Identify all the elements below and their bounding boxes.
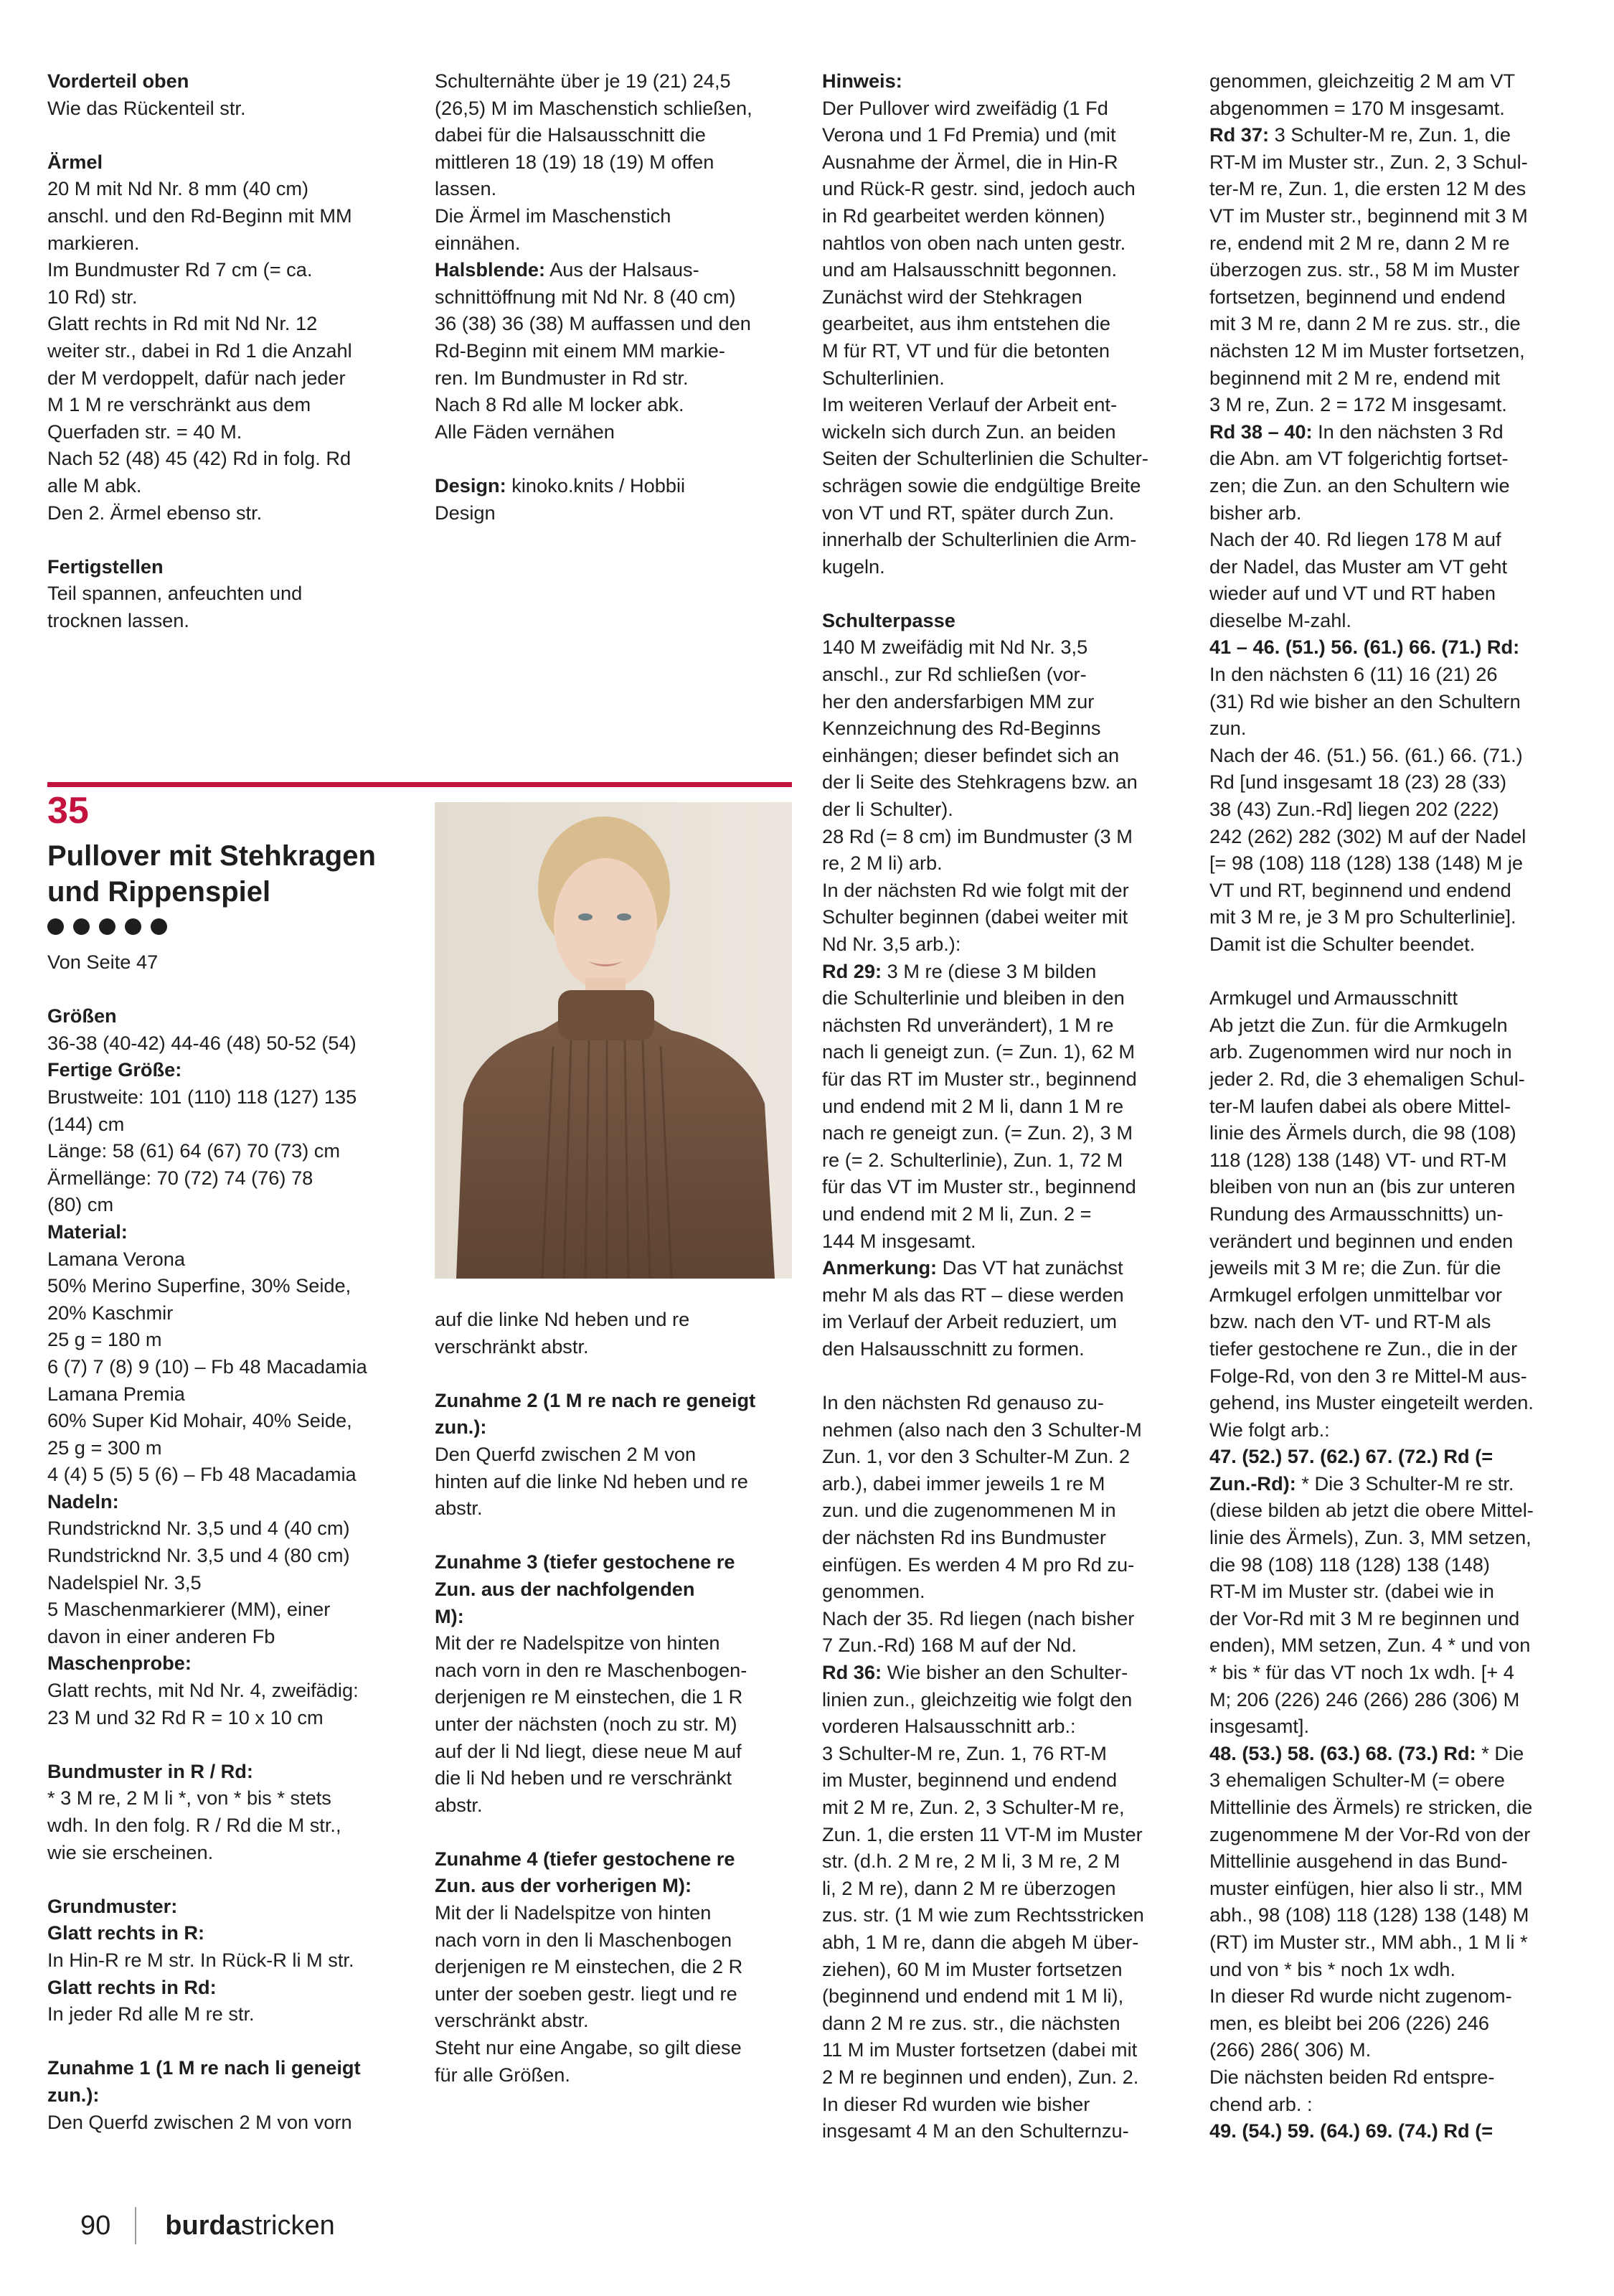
col4-line: men, es bleibt bei 206 (226) 246 — [1209, 2011, 1489, 2034]
col3-line: der nächsten Rd ins Bundmuster — [822, 1526, 1106, 1549]
col4-line: jeder 2. Rd, die 3 ehemaligen Schul- — [1209, 1067, 1525, 1090]
col1-lower-line: wie sie erscheinen. — [47, 1840, 214, 1863]
col4-line: zen; die Zun. an den Schultern wie — [1209, 474, 1510, 497]
col1-lower-line: Länge: 58 (61) 64 (67) 70 (73) cm — [47, 1139, 341, 1162]
col2-line: 36 (38) 36 (38) M auffassen und den — [435, 312, 751, 335]
col3-line: den Halsausschnitt zu formen. — [822, 1337, 1085, 1360]
section-divider — [47, 782, 792, 787]
difficulty-dot-icon — [151, 918, 167, 935]
col4-line: chend arb. : — [1209, 2092, 1313, 2115]
col4-line: Rd 37: 3 Schulter-M re, Zun. 1, die — [1209, 123, 1511, 146]
col2-line: Nach 8 Rd alle M locker abk. — [435, 393, 684, 416]
col2-lower-line — [435, 1360, 782, 1387]
col4-line: mit 3 M re, je 3 M pro Schulterlinie]. — [1209, 905, 1516, 928]
col2-lower-line: M): — [435, 1604, 464, 1627]
col3-line: mehr M als das RT – diese werden — [822, 1283, 1124, 1306]
col3-line: im Muster, beginnend und endend — [822, 1769, 1118, 1792]
col1-lower-line: Rundstricknd Nr. 3,5 und 4 (80 cm) — [47, 1544, 350, 1567]
inline-heading: Zun.-Rd): — [1209, 1472, 1296, 1495]
col3-line — [822, 580, 1169, 607]
col4-line: M; 206 (226) 246 (266) 286 (306) M — [1209, 1688, 1520, 1711]
col4-line: [= 98 (108) 118 (128) 138 (148) M je — [1209, 852, 1524, 875]
col1-line: anschl. und den Rd-Beginn mit MM — [47, 204, 352, 227]
col2-line: Design — [435, 501, 496, 524]
col4-line: VT und RT, beginnend und endend — [1209, 878, 1511, 901]
col3-line: genommen. — [822, 1580, 925, 1603]
col1-lower-line: Bundmuster in R / Rd: — [47, 1759, 253, 1782]
col4-line: enden), MM setzen, Zun. 4 * und von — [1209, 1634, 1531, 1657]
col3-line: für das VT im Muster str., beginnend — [822, 1175, 1136, 1198]
col4-line: Zun.-Rd): * Die 3 Schulter-M re str. — [1209, 1472, 1514, 1495]
col4-line: zun. — [1209, 717, 1247, 740]
col2-lower-line: verschränkt abstr. — [435, 1335, 589, 1358]
col1-lower-line — [47, 976, 395, 1003]
col4-line: muster einfügen, hier also li str., MM — [1209, 1876, 1523, 1899]
col3-line: Der Pullover wird zweifädig (1 Fd — [822, 96, 1108, 119]
col4-line: die Abn. am VT folgerichtig fortset- — [1209, 447, 1509, 470]
col3-line: ziehen), 60 M im Muster fortsetzen — [822, 1957, 1123, 1980]
col1-line: Fertigstellen — [47, 555, 164, 578]
col1-lower-line: In jeder Rd alle M re str. — [47, 2003, 255, 2026]
inline-heading: Halsblende: — [435, 258, 546, 281]
col3-line: Verona und 1 Fd Premia) und (mit — [822, 123, 1116, 146]
col2-line: Die Ärmel im Maschenstich — [435, 204, 671, 227]
difficulty-dot-icon — [47, 918, 64, 935]
col1-lower-line: * 3 M re, 2 M li *, von * bis * stets — [47, 1787, 331, 1810]
col3-line: dann 2 M re zus. str., die nächsten — [822, 2011, 1120, 2034]
col4-line: RT-M im Muster str., Zun. 2, 3 Schul- — [1209, 150, 1528, 173]
col1-line: alle M abk. — [47, 474, 142, 497]
col2-lower-line: auf der li Nd liegt, diese neue M auf — [435, 1739, 742, 1762]
inline-heading: Rd 36: — [822, 1661, 882, 1684]
col3-line: Schulterpasse — [822, 608, 955, 631]
col1-lower-line: Grundmuster: — [47, 1894, 178, 1917]
col1-lower-line: 6 (7) 7 (8) 9 (10) – Fb 48 Macadamia — [47, 1355, 367, 1378]
col2-lower-line: nach vorn in den li Maschenbogen — [435, 1928, 732, 1951]
col3-line: In den nächsten Rd genauso zu- — [822, 1391, 1104, 1414]
col3-line: gearbeitet, aus ihm entstehen die — [822, 312, 1111, 335]
col4-line: (diese bilden ab jetzt die obere Mittel- — [1209, 1499, 1534, 1522]
col4-line: Ab jetzt die Zun. für die Armkugeln — [1209, 1013, 1508, 1036]
difficulty-dot-icon — [99, 918, 115, 935]
col2-lower-line: abstr. — [435, 1793, 483, 1816]
col3-line: 7 Zun.-Rd) 168 M auf der Nd. — [822, 1634, 1077, 1657]
col4-line: überzogen zus. str., 58 M im Muster — [1209, 258, 1520, 281]
col1-line: Glatt rechts in Rd mit Nd Nr. 12 — [47, 312, 318, 335]
col1-lower-line — [47, 1866, 395, 1893]
col4-line: ter-M laufen dabei als obere Mittel- — [1209, 1094, 1511, 1117]
col3-line: für das RT im Muster str., beginnend — [822, 1067, 1137, 1090]
col2-lower-line: verschränkt abstr. — [435, 2009, 589, 2032]
inline-heading: Design: — [435, 474, 506, 497]
col4-line: linie des Ärmels durch, die 98 (108) — [1209, 1121, 1516, 1144]
col3-line: In dieser Rd wurden wie bisher — [822, 2092, 1090, 2115]
pattern-title — [47, 838, 406, 910]
col2-lower-line: Zunahme 2 (1 M re nach re geneigt — [435, 1388, 756, 1411]
col3-line: Im weiteren Verlauf der Arbeit ent- — [822, 393, 1118, 416]
col3-line: zun. und die zugenommenen M in — [822, 1499, 1116, 1522]
col2-lower-line: abstr. — [435, 1497, 483, 1520]
col3-line: einfügen. Es werden 4 M pro Rd zu- — [822, 1553, 1135, 1576]
col1-line: Im Bundmuster Rd 7 cm (= ca. — [47, 258, 313, 281]
col1-lower-line: 36-38 (40-42) 44-46 (48) 50-52 (54) — [47, 1031, 357, 1054]
col3-line: Rd 36: Wie bisher an den Schulter- — [822, 1661, 1128, 1684]
col1-lower-line: Material: — [47, 1220, 128, 1243]
brand-bold: burda — [165, 2210, 241, 2241]
col1-line: markieren. — [47, 231, 140, 254]
col3-line: Schulterlinien. — [822, 366, 945, 389]
col3-line: Hinweis: — [822, 70, 902, 92]
col4-line: Nach der 40. Rd liegen 178 M auf — [1209, 528, 1501, 551]
col3-line: In der nächsten Rd wie folgt mit der — [822, 878, 1129, 901]
inline-heading: Rd 37: — [1209, 123, 1270, 146]
col3-line: wickeln sich durch Zun. an beiden — [822, 420, 1116, 443]
col1-line: M 1 M re verschränkt aus dem — [47, 393, 311, 416]
col4-line: linie des Ärmels), Zun. 3, MM setzen, — [1209, 1526, 1532, 1549]
col4-line: 38 (43) Zun.-Rd] liegen 202 (222) — [1209, 798, 1499, 821]
col4-line: (31) Rd wie bisher an den Schultern — [1209, 690, 1521, 712]
col1-lower-line: Von Seite 47 — [47, 951, 159, 973]
col3-line: Nach der 35. Rd liegen (nach bisher — [822, 1606, 1135, 1629]
col3-line: und Rück-R gestr. sind, jedoch auch — [822, 177, 1136, 200]
col1-lower-line: Glatt rechts in Rd: — [47, 1975, 217, 1998]
col3-line: Zun. 1, die ersten 11 VT-M im Muster — [822, 1822, 1143, 1845]
col1-line — [47, 526, 395, 553]
col1-lower-line: 25 g = 300 m — [47, 1436, 162, 1459]
col4-line: abh., 98 (108) 118 (128) 138 (148) M — [1209, 1904, 1529, 1926]
col1-line: 20 M mit Nd Nr. 8 mm (40 cm) — [47, 177, 309, 200]
col3-line: vorderen Halsausschnitt arb.: — [822, 1715, 1076, 1738]
col1-line — [47, 121, 395, 149]
col2-line: Alle Fäden vernähen — [435, 420, 615, 443]
col3-line: M für RT, VT und für die betonten — [822, 339, 1110, 362]
inline-heading: 48. (53.) 58. (63.) 68. (73.) Rd: — [1209, 1741, 1476, 1764]
col3-line: li, 2 M re), dann 2 M re überzogen — [822, 1876, 1116, 1899]
col2-line: einnähen. — [435, 231, 521, 254]
col1-line: Vorderteil oben — [47, 70, 189, 92]
col2-lower-line: derjenigen re M einstechen, die 1 R — [435, 1685, 743, 1708]
col4-line: Nach der 46. (51.) 56. (61.) 66. (71.) — [1209, 743, 1523, 766]
col3-line: her den andersfarbigen MM zur — [822, 690, 1095, 712]
col2-lower-line: Zunahme 3 (tiefer gestochene re — [435, 1551, 735, 1573]
col4-line: wieder auf und VT und RT haben — [1209, 582, 1496, 605]
col4-line: VT im Muster str., beginnend mit 3 M — [1209, 204, 1528, 227]
column-1-lower — [47, 949, 395, 2135]
col2-line: ren. Im Bundmuster in Rd str. — [435, 366, 689, 389]
col4-line: mit 3 M re, dann 2 M re zus. str., die — [1209, 312, 1521, 335]
col1-lower-line — [47, 1731, 395, 1758]
col1-lower-line: wdh. In den folg. R / Rd die M str., — [47, 1814, 341, 1836]
column-2-top — [435, 67, 782, 526]
col1-lower-line: Lamana Premia — [47, 1382, 185, 1405]
col1-lower-line: Glatt rechts, mit Nd Nr. 4, zweifädig: — [47, 1679, 359, 1702]
col4-line: ter-M re, Zun. 1, die ersten 12 M des — [1209, 177, 1526, 200]
col1-line: Querfaden str. = 40 M. — [47, 420, 242, 443]
pattern-title-line-2: und Rippenspiel — [47, 876, 271, 908]
col1-lower-line: Nadelspiel Nr. 3,5 — [47, 1571, 202, 1594]
col4-line: RT-M im Muster str. (dabei wie in — [1209, 1580, 1494, 1603]
col1-lower-line: Größen — [47, 1004, 117, 1027]
col3-line: Anmerkung: Das VT hat zunächst — [822, 1256, 1123, 1279]
col4-line: abgenommen = 170 M insgesamt. — [1209, 96, 1505, 119]
col4-line: Wie folgt arb.: — [1209, 1418, 1330, 1441]
col3-line: Nd Nr. 3,5 arb.): — [822, 933, 961, 955]
col1-lower-line: 20% Kaschmir — [47, 1301, 174, 1324]
col2-lower-line — [435, 1522, 782, 1549]
col4-line: 49. (54.) 59. (64.) 69. (74.) Rd (= — [1209, 2119, 1493, 2142]
col1-line: Wie das Rückenteil str. — [47, 96, 246, 119]
pattern-title-line-1: Pullover mit Stehkragen — [47, 840, 376, 872]
col3-line: arb.), dabei immer jeweils 1 re M — [822, 1472, 1105, 1495]
difficulty-rating — [47, 918, 167, 935]
col1-line: Den 2. Ärmel ebenso str. — [47, 501, 263, 524]
col4-line: * bis * für das VT noch 1x wdh. [+ 4 — [1209, 1661, 1514, 1684]
col3-line: nach re geneigt zun. (= Zun. 2), 3 M — [822, 1121, 1133, 1144]
col1-lower-line: Zunahme 1 (1 M re nach li geneigt — [47, 2056, 361, 2079]
difficulty-dot-icon — [125, 918, 141, 935]
col4-line: zugenommene M der Vor-Rd von der — [1209, 1822, 1531, 1845]
col1-line: 10 Rd) str. — [47, 285, 138, 308]
col4-line: beginnend mit 2 M re, endend mit — [1209, 366, 1501, 389]
col4-line: tiefer gestochene re Zun., die in der — [1209, 1337, 1518, 1360]
col3-line: schrägen sowie die endgültige Breite — [822, 474, 1141, 497]
col4-line: die 98 (108) 118 (128) 138 (148) — [1209, 1553, 1490, 1576]
col3-line: 11 M im Muster fortsetzen (dabei mit — [822, 2038, 1138, 2061]
col2-line: Design: kinoko.knits / Hobbii — [435, 474, 686, 497]
col2-lower-line: Mit der re Nadelspitze von hinten — [435, 1632, 720, 1655]
col1-lower-line — [47, 2028, 395, 2055]
col4-line: verändert und beginnen und enden — [1209, 1229, 1514, 1252]
col2-lower-line: Zun. aus der vorherigen M): — [435, 1874, 692, 1897]
col1-lower-line: Lamana Verona — [47, 1247, 185, 1270]
col3-line: 3 Schulter-M re, Zun. 1, 76 RT-M — [822, 1741, 1107, 1764]
col4-line: der Vor-Rd mit 3 M re beginnen und — [1209, 1606, 1520, 1629]
col1-lower-line: Ärmellänge: 70 (72) 74 (76) 78 — [47, 1166, 313, 1189]
col1-line: Teil spannen, anfeuchten und — [47, 582, 303, 605]
col4-line: 47. (52.) 57. (62.) 67. (72.) Rd (= — [1209, 1445, 1493, 1468]
col3-line: im Verlauf der Arbeit reduziert, um — [822, 1310, 1118, 1333]
col3-line: Kennzeichnung des Rd-Beginns — [822, 717, 1101, 740]
inline-heading: Anmerkung: — [822, 1256, 938, 1279]
col3-line: nehmen (also nach den 3 Schulter-M — [822, 1418, 1142, 1441]
col3-line: 144 M insgesamt. — [822, 1229, 976, 1252]
inline-heading: Rd 29: — [822, 959, 882, 982]
col3-line: von VT und RT, später durch Zun. — [822, 501, 1115, 524]
col4-line: fortsetzen, beginnend und endend — [1209, 285, 1506, 308]
col3-line: insgesamt 4 M an den Schulternzu- — [822, 2119, 1129, 2142]
col2-lower-line: unter der nächsten (noch zu str. M) — [435, 1712, 737, 1735]
col1-lower-line: 23 M und 32 Rd R = 10 x 10 cm — [47, 1705, 324, 1728]
col4-line: insgesamt]. — [1209, 1715, 1310, 1738]
col2-line: (26,5) M im Maschenstich schließen, — [435, 96, 752, 119]
col4-line: Folge-Rd, von den 3 re Mittel-M aus- — [1209, 1364, 1527, 1387]
col2-line: Rd-Beginn mit einem MM markie- — [435, 339, 725, 362]
col4-line: bisher arb. — [1209, 501, 1302, 524]
col4-line: der Nadel, das Muster am VT geht — [1209, 555, 1508, 578]
col1-lower-line: 50% Merino Superfine, 30% Seide, — [47, 1274, 351, 1297]
col2-lower-line: hinten auf die linke Nd heben und re — [435, 1469, 748, 1492]
col3-line — [822, 1363, 1169, 1390]
col4-line: bzw. nach den VT- und RT-M als — [1209, 1310, 1491, 1333]
col3-line: Schulter beginnen (dabei weiter mit — [822, 905, 1128, 928]
col3-line: 28 Rd (= 8 cm) im Bundmuster (3 M — [822, 824, 1133, 847]
col4-line: bleiben von nun an (bis zur unteren — [1209, 1175, 1516, 1198]
col4-line — [1209, 958, 1557, 985]
col4-line: Mittellinie des Ärmels) re stricken, die — [1209, 1796, 1533, 1818]
col4-line: jeweils mit 3 M re; die Zun. für die — [1209, 1256, 1501, 1279]
col2-lower-line: Mit der li Nadelspitze von hinten — [435, 1901, 712, 1924]
col2-line: schnittöffnung mit Nd Nr. 8 (40 cm) — [435, 285, 736, 308]
col4-line: 3 ehemaligen Schulter-M (= obere — [1209, 1769, 1505, 1792]
col3-line: str. (d.h. 2 M re, 2 M li, 3 M re, 2 M — [822, 1850, 1120, 1873]
col1-lower-line: 25 g = 180 m — [47, 1328, 162, 1351]
col3-line: in Rd gearbeitet werden können) — [822, 204, 1105, 227]
col1-line: weiter str., dabei in Rd 1 die Anzahl — [47, 339, 352, 362]
col3-line: mit 2 M re, Zun. 2, 3 Schulter-M re, — [822, 1796, 1125, 1818]
col4-line: Damit ist die Schulter beendet. — [1209, 933, 1476, 955]
col2-lower-line: die li Nd heben und re verschränkt — [435, 1766, 732, 1789]
page-number: 90 — [80, 2210, 111, 2241]
col3-line: der li Seite des Stehkragens bzw. an — [822, 771, 1138, 794]
col1-lower-line: Fertige Größe: — [47, 1058, 182, 1081]
col2-lower-line: Steht nur eine Angabe, so gilt diese — [435, 2036, 742, 2059]
col3-line: abh, 1 M re, dann die abgeh M über- — [822, 1930, 1139, 1953]
col2-lower-line: unter der soeben gestr. liegt und re — [435, 1982, 737, 2005]
col4-line: 3 M re, Zun. 2 = 172 M insgesamt. — [1209, 393, 1507, 416]
col4-line: Die nächsten beiden Rd entspre- — [1209, 2065, 1495, 2088]
col4-line: 48. (53.) 58. (63.) 68. (73.) Rd: * Die — [1209, 1741, 1524, 1764]
col2-lower-line: nach vorn in den re Maschenbogen- — [435, 1658, 747, 1681]
col1-lower-line: In Hin-R re M str. In Rück-R li M str. — [47, 1948, 354, 1971]
col4-line: 118 (128) 138 (148) VT- und RT-M — [1209, 1148, 1507, 1171]
col2-lower-line — [435, 1818, 782, 1845]
col2-lower-line: Zun. aus der nachfolgenden — [435, 1577, 695, 1600]
col4-line: Rd 38 – 40: In den nächsten 3 Rd — [1209, 420, 1504, 443]
col4-line: Rd [und insgesamt 18 (23) 28 (33) — [1209, 771, 1507, 794]
col4-line: In dieser Rd wurde nicht zugenom- — [1209, 1985, 1512, 2008]
col2-line: lassen. — [435, 177, 497, 200]
col1-lower-line: zun.): — [47, 2083, 100, 2106]
col1-lower-line: Brustweite: 101 (110) 118 (127) 135 — [47, 1085, 357, 1108]
col3-line: kugeln. — [822, 555, 885, 578]
column-1-top — [47, 67, 395, 634]
col3-line: nach li geneigt zun. (= Zun. 1), 62 M — [822, 1040, 1135, 1063]
col1-lower-line: 60% Super Kid Mohair, 40% Seide, — [47, 1409, 352, 1432]
page-footer — [80, 2207, 335, 2244]
col2-line: Schulternähte über je 19 (21) 24,5 — [435, 70, 731, 92]
col1-lower-line: Glatt rechts in R: — [47, 1921, 205, 1944]
col2-lower-line: auf die linke Nd heben und re — [435, 1308, 690, 1330]
col2-line — [435, 445, 782, 472]
col4-line: Mittellinie ausgehend in das Bund- — [1209, 1850, 1508, 1873]
col4-line: Rundung des Armausschnitts) un- — [1209, 1202, 1504, 1225]
col1-lower-line: Rundstricknd Nr. 3,5 und 4 (40 cm) — [47, 1517, 350, 1540]
sweater-model-photo — [435, 802, 792, 1279]
col3-line: Ausnahme der Ärmel, die in Hin-R — [822, 150, 1118, 173]
col4-line: nächsten 12 M im Muster fortsetzen, — [1209, 339, 1525, 362]
col3-line: und endend mit 2 M li, dann 1 M re — [822, 1094, 1124, 1117]
pattern-number: 35 — [47, 790, 89, 832]
col1-lower-line: (144) cm — [47, 1112, 125, 1135]
col3-line: Rd 29: 3 M re (diese 3 M bilden — [822, 959, 1097, 982]
brand-regular: stricken — [240, 2210, 335, 2241]
col4-line: re, endend mit 2 M re, dann 2 M re — [1209, 231, 1510, 254]
col3-line: innerhalb der Schulterlinien die Arm- — [822, 528, 1137, 551]
footer-separator — [135, 2207, 136, 2244]
col3-line: linien zun., gleichzeitig wie folgt den — [822, 1688, 1133, 1711]
col4-line: gehend, ins Muster eingeteilt werden. — [1209, 1391, 1534, 1414]
column-3 — [822, 67, 1169, 2145]
col3-line: (beginnend und endend mit 1 M li), — [822, 1985, 1124, 2008]
col2-line: mittleren 18 (19) 18 (19) M offen — [435, 150, 714, 173]
col2-line: Halsblende: Aus der Halsaus- — [435, 258, 699, 281]
col4-line: arb. Zugenommen wird nur noch in — [1209, 1040, 1512, 1063]
col3-line: nahtlos von oben nach unten gestr. — [822, 231, 1126, 254]
col2-lower-line: zun.): — [435, 1416, 487, 1439]
col1-lower-line: Maschenprobe: — [47, 1652, 192, 1675]
col1-line: der M verdoppelt, dafür nach jeder — [47, 366, 346, 389]
col3-line: Zunächst wird der Stehkragen — [822, 285, 1082, 308]
col1-line: trocknen lassen. — [47, 608, 189, 631]
col4-line: genommen, gleichzeitig 2 M am VT — [1209, 70, 1516, 92]
col4-line: In den nächsten 6 (11) 16 (21) 26 — [1209, 663, 1498, 686]
col3-line: Seiten der Schulterlinien die Schulter- — [822, 447, 1148, 470]
col2-lower-line: Den Querfd zwischen 2 M von — [435, 1442, 697, 1465]
col3-line: nächsten Rd unverändert), 1 M re — [822, 1013, 1114, 1036]
col3-line: und endend mit 2 M li, Zun. 2 = — [822, 1202, 1092, 1225]
col2-lower-line: derjenigen re M einstechen, die 2 R — [435, 1955, 743, 1978]
col1-line: Nach 52 (48) 45 (42) Rd in folg. Rd — [47, 447, 351, 470]
col1-lower-line: 4 (4) 5 (5) 5 (6) – Fb 48 Macadamia — [47, 1463, 357, 1486]
difficulty-dot-icon — [73, 918, 90, 935]
col1-line: Ärmel — [47, 150, 103, 173]
magazine-brand — [165, 2211, 334, 2241]
col3-line: 2 M re beginnen und enden), Zun. 2. — [822, 2065, 1139, 2088]
col3-line: zus. str. (1 M wie zum Rechtsstricken — [822, 1904, 1144, 1926]
inline-heading: Rd 38 – 40: — [1209, 420, 1313, 443]
col1-lower-line: davon in einer anderen Fb — [47, 1624, 275, 1647]
col4-line: (266) 286( 306) M. — [1209, 2038, 1372, 2061]
column-4 — [1209, 67, 1557, 2145]
col4-line: Armkugel und Armausschnitt — [1209, 987, 1458, 1010]
col1-lower-line: Nadeln: — [47, 1490, 119, 1512]
col4-line: und von * bis * noch 1x wdh. — [1209, 1957, 1456, 1980]
col4-line: (RT) im Muster str., MM abh., 1 M li * — [1209, 1930, 1528, 1953]
col3-line: der li Schulter). — [822, 798, 953, 821]
col1-lower-line: 5 Maschenmarkierer (MM), einer — [47, 1598, 331, 1621]
col2-line: dabei für die Halsausschnitt die — [435, 123, 706, 146]
col3-line: re (= 2. Schulterlinie), Zun. 1, 72 M — [822, 1148, 1123, 1171]
col3-line: anschl., zur Rd schließen (vor- — [822, 663, 1087, 686]
col3-line: die Schulterlinie und bleiben in den — [822, 987, 1125, 1010]
col4-line: 242 (262) 282 (302) M auf der Nadel — [1209, 824, 1526, 847]
col4-line: Armkugel erfolgen unmittelbar vor — [1209, 1283, 1502, 1306]
column-2-lower — [435, 1306, 782, 2088]
col3-line: einhängen; dieser befindet sich an — [822, 743, 1120, 766]
col1-lower-line: (80) cm — [47, 1193, 114, 1216]
col2-lower-line: Zunahme 4 (tiefer gestochene re — [435, 1847, 735, 1870]
col3-line: und am Halsausschnitt begonnen. — [822, 258, 1118, 281]
col3-line: Zun. 1, vor den 3 Schulter-M Zun. 2 — [822, 1445, 1131, 1468]
col1-lower-line: Den Querfd zwischen 2 M von vorn — [47, 2110, 352, 2133]
col3-line: re, 2 M li) arb. — [822, 852, 943, 875]
col4-line: 41 – 46. (51.) 56. (61.) 66. (71.) Rd: — [1209, 636, 1520, 659]
col4-line: dieselbe M-zahl. — [1209, 608, 1351, 631]
col3-line: 140 M zweifädig mit Nd Nr. 3,5 — [822, 636, 1088, 659]
col2-lower-line: für alle Größen. — [435, 2063, 570, 2086]
sweater-photo-illustration — [435, 802, 792, 1279]
